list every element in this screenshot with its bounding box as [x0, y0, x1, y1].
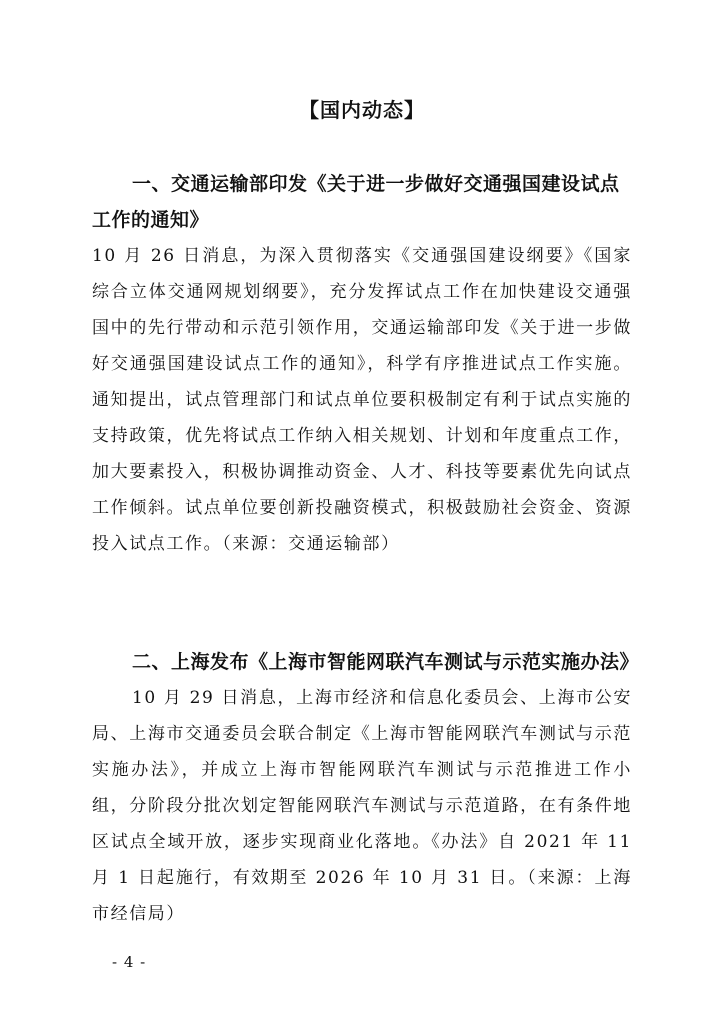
page-number: - 4 -: [112, 953, 147, 971]
section-header: 【国内动态】: [299, 98, 425, 122]
article-body: 10 月 26 日消息，为深入贯彻落实《交通强国建设纲要》《国家综合立体交通网规划纲要》，充分发挥试点工作在加快建设交通强国中的先行带动和示范引领作用，交通运输部印发《关于进一步做好交通强国建设试点工作的通知》，科学有序推进试点工作实施。通知提出，试点管理部门和试点单位要积极制定有利于试点实施的支持政策，优先将试点工作纳入相关规划、计划和年度重点工作，加大要素投入，积极协调推动资金、人才、科技等要素优先向试点工作倾斜。试点单位要创新投融资模式，积极鼓励社会资金、资源投入试点工作。（来源：交通运输部）: [92, 246, 632, 554]
article-title: 二、上海发布《上海市智能网联汽车测试与示范实施办法》: [132, 651, 640, 673]
article-item: [92, 644, 640, 932]
article-item: [92, 166, 632, 562]
article-title: 一、交通运输部印发《关于进一步做好交通强国建设试点工作的通知》: [92, 173, 620, 231]
article-body: 10 月 29 日消息，上海市经济和信息化委员会、上海市公安局、上海市交通委员会联合制定《上海市智能网联汽车测试与示范实施办法》，并成立上海市智能网联汽车测试与示范推进工作小组，分阶段分批次划定智能网联汽车测试与示范道路，在有条件地区试点全域开放，逐步实现商业化落地。《办法》自 2021 年 11 月 1 日起施行，有效期至 2026 年 10 月 31 日。（来源：上海市经信局）: [92, 688, 632, 924]
